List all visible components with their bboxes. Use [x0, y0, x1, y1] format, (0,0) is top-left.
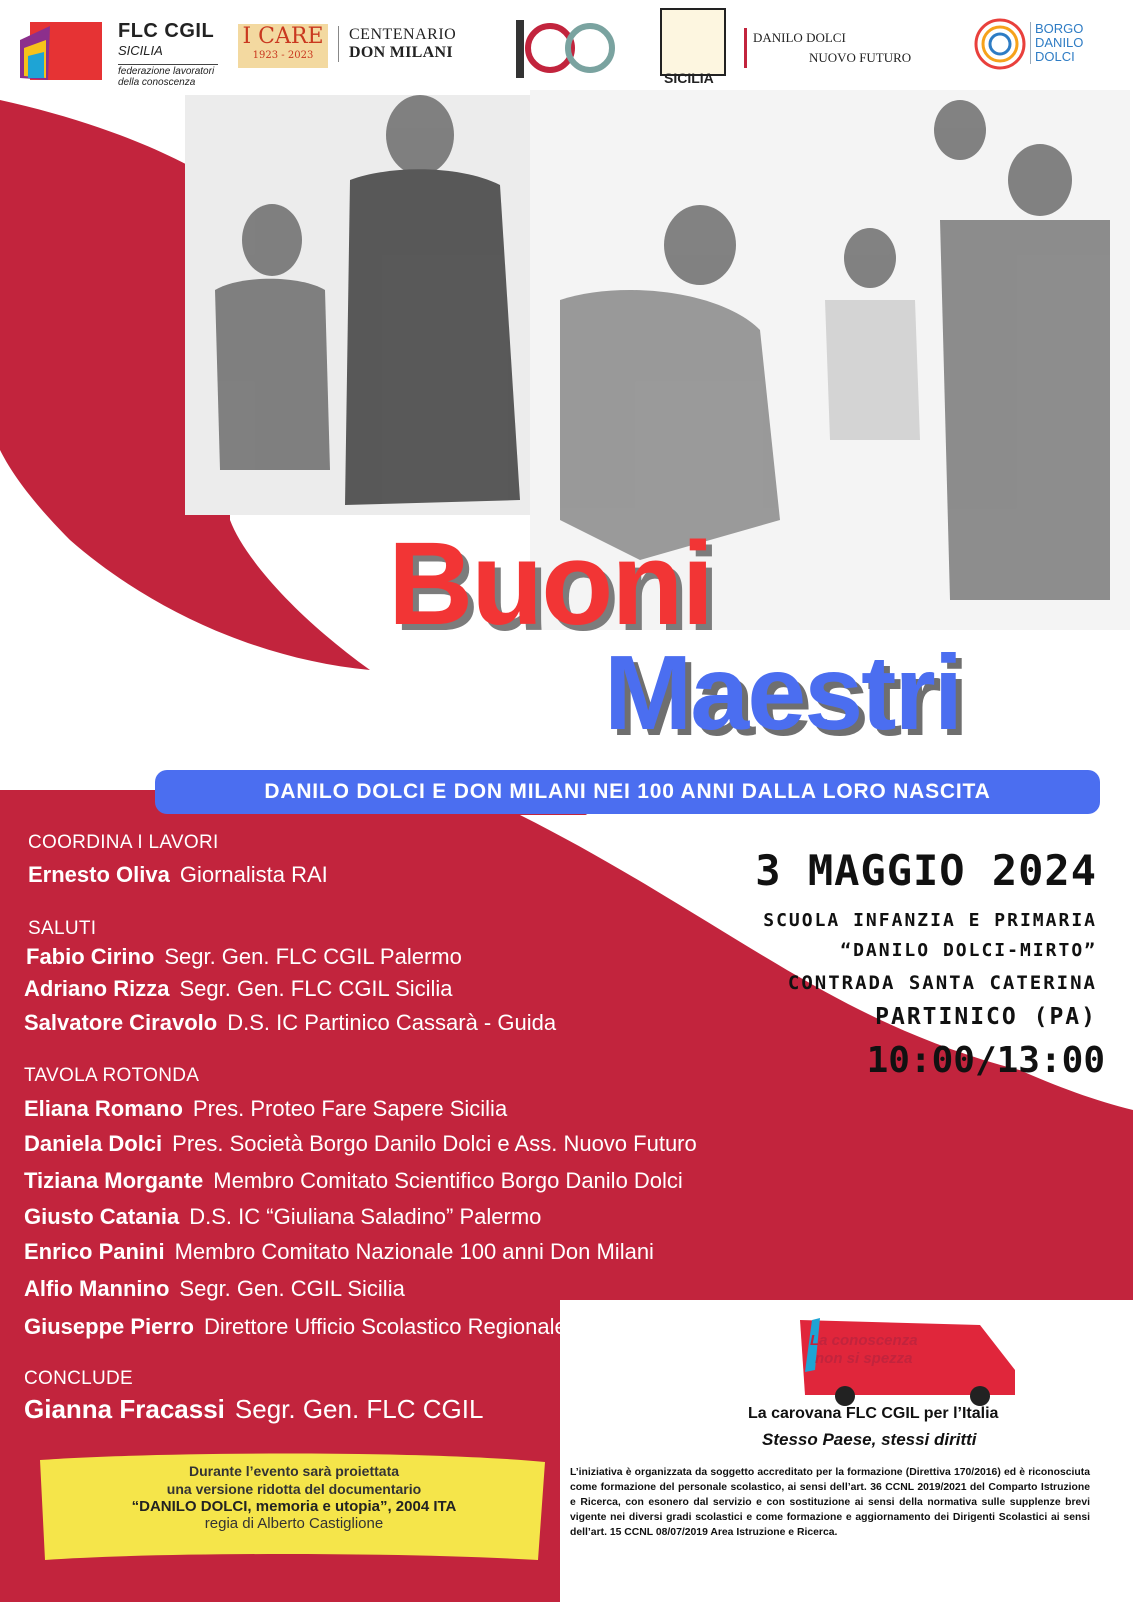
documentary-line2: una versione ridotta del documentario [166, 1481, 422, 1497]
section-saluti: SALUTI [28, 918, 97, 939]
person-name: Alfio Mannino [24, 1276, 170, 1301]
borgo-line2: DANILO [1035, 35, 1084, 50]
person-row [24, 976, 453, 1002]
person-row [24, 1394, 483, 1425]
person-role: Segr. Gen. FLC CGIL [234, 1394, 484, 1424]
documentary-title: “DANILO DOLCI, memoria e utopia”, 2004 ITA [131, 1498, 457, 1515]
centenario-100-logo [516, 20, 612, 78]
person-name: Ernesto Oliva [28, 862, 170, 887]
proteo-logo [660, 8, 726, 76]
title-line2: Maestri [604, 634, 962, 752]
dolci-nuovo-line1: DANILO DOLCI [753, 30, 846, 45]
flc-logo-tagline: federazione lavoratori della conoscenza [118, 64, 218, 88]
event-venue-line3: CONTRADA SANTA CATERINA [787, 972, 1097, 994]
event-city: PARTINICO (PA) [875, 1004, 1097, 1030]
person-row [24, 1204, 541, 1230]
person-role: Segr. Gen. CGIL Sicilia [179, 1276, 405, 1301]
centenario-line1: CENTENARIO [349, 26, 457, 43]
documentary-director: regia di Alberto Castiglione [204, 1515, 384, 1532]
event-date: 3 MAGGIO 2024 [755, 846, 1097, 895]
person-name: Eliana Romano [24, 1096, 183, 1121]
person-name: Adriano Rizza [24, 976, 170, 1001]
proteo-logo-label: SICILIA [664, 70, 714, 86]
accreditation-note: L’iniziativa è organizzata da soggetto accreditato per la formazione (Direttiva 170/2016) ed è riconosciuta come formazione del personale scolastico, ai sensi dell’art. 36 CCNL 2019/2021 del Comparto Istruzione e Ricerca, con esonero dal servizio e con sostituzione ai sensi della normativa sulle supplenze brevi vigente nei diversi gradi scolastici e come formazione e aggiornamento dei Dirigenti Scolastici ai sensi dell’art. 15 CCNL 08/07/2019 Area Istruzione e Ricerca. [570, 1467, 1090, 1538]
centenario-don-milani-logo [338, 26, 456, 62]
person-name: Daniela Dolci [24, 1131, 163, 1156]
person-role: Segr. Gen. FLC CGIL Palermo [164, 944, 462, 969]
person-role: Pres. Proteo Fare Sapere Sicilia [192, 1096, 508, 1121]
section-coordina: COORDINA I LAVORI [28, 832, 219, 853]
flc-logo-mark [20, 22, 102, 80]
icare-years: 1923 - 2023 [252, 50, 314, 61]
person-row [24, 1239, 654, 1265]
person-role: D.S. IC “Giuliana Saladino” Palermo [189, 1204, 542, 1229]
borgo-line3: DOLCI [1035, 49, 1075, 64]
icare-title: I CARE [242, 24, 324, 49]
person-role: Direttore Ufficio Scolastico Regionale [203, 1314, 567, 1339]
person-row [24, 1168, 683, 1194]
person-role: D.S. IC Partinico Cassarà - Guida [227, 1010, 557, 1035]
person-role: Membro Comitato Scientifico Borgo Danilo Dolci [213, 1168, 683, 1193]
event-venue-line2: “DANILO DOLCI-MIRTO” [840, 940, 1097, 961]
icare-logo [238, 24, 328, 68]
campaign-caption: La carovana FLC CGIL per l’Italia [748, 1405, 999, 1422]
section-tavola-rotonda: TAVOLA ROTONDA [24, 1065, 200, 1086]
borgo-line1: BORGO [1035, 21, 1084, 36]
person-row [24, 1096, 507, 1122]
title-line1: Buoni [388, 518, 713, 650]
person-row [24, 1314, 567, 1340]
person-name: Enrico Panini [24, 1239, 165, 1264]
person-role: Segr. Gen. FLC CGIL Sicilia [179, 976, 453, 1001]
person-name: Giusto Catania [24, 1204, 180, 1229]
event-time: 10:00/13:00 [866, 1040, 1105, 1081]
documentary-note [55, 1462, 533, 1532]
dolci-nuovo-line2: NUOVO FUTURO [809, 50, 912, 65]
flc-logo-region: SICILIA [118, 43, 163, 58]
campaign-slogan: Stesso Paese, stessi diritti [762, 1430, 977, 1449]
person-name: Gianna Fracassi [24, 1394, 225, 1424]
event-venue-line1: SCUOLA INFANZIA E PRIMARIA [763, 910, 1097, 931]
borgo-danilo-dolci-logo [1030, 22, 1083, 64]
person-row [24, 1010, 556, 1036]
centenario-line2: DON MILANI [349, 44, 453, 61]
truck-slogan [810, 1332, 918, 1368]
subtitle-banner: DANILO DOLCI E DON MILANI NEI 100 ANNI DALLA LORO NASCITA [155, 770, 1100, 814]
person-row [24, 1276, 405, 1302]
truck-line1: La conoscenza [810, 1332, 918, 1349]
person-name: Fabio Cirino [26, 944, 155, 969]
person-role: Membro Comitato Nazionale 100 anni Don Milani [174, 1239, 654, 1264]
person-name: Tiziana Morgante [24, 1168, 204, 1193]
truck-line2: non si spezza [815, 1350, 913, 1367]
borgo-logo-mark [976, 20, 1024, 68]
flc-cgil-logo [118, 20, 218, 88]
documentary-line1: Durante l’evento sarà proiettata [188, 1463, 400, 1479]
person-role: Giornalista RAI [179, 862, 328, 887]
section-conclude: CONCLUDE [24, 1368, 134, 1389]
person-name: Giuseppe Pierro [24, 1314, 194, 1339]
person-row [28, 862, 328, 888]
person-role: Pres. Società Borgo Danilo Dolci e Ass. Nuovo Futuro [172, 1131, 697, 1156]
person-name: Salvatore Ciravolo [24, 1010, 218, 1035]
person-row [24, 1131, 697, 1157]
person-row [26, 944, 462, 970]
flc-logo-name: FLC CGIL [118, 20, 215, 42]
danilo-dolci-nuovo-futuro-logo [744, 28, 911, 68]
